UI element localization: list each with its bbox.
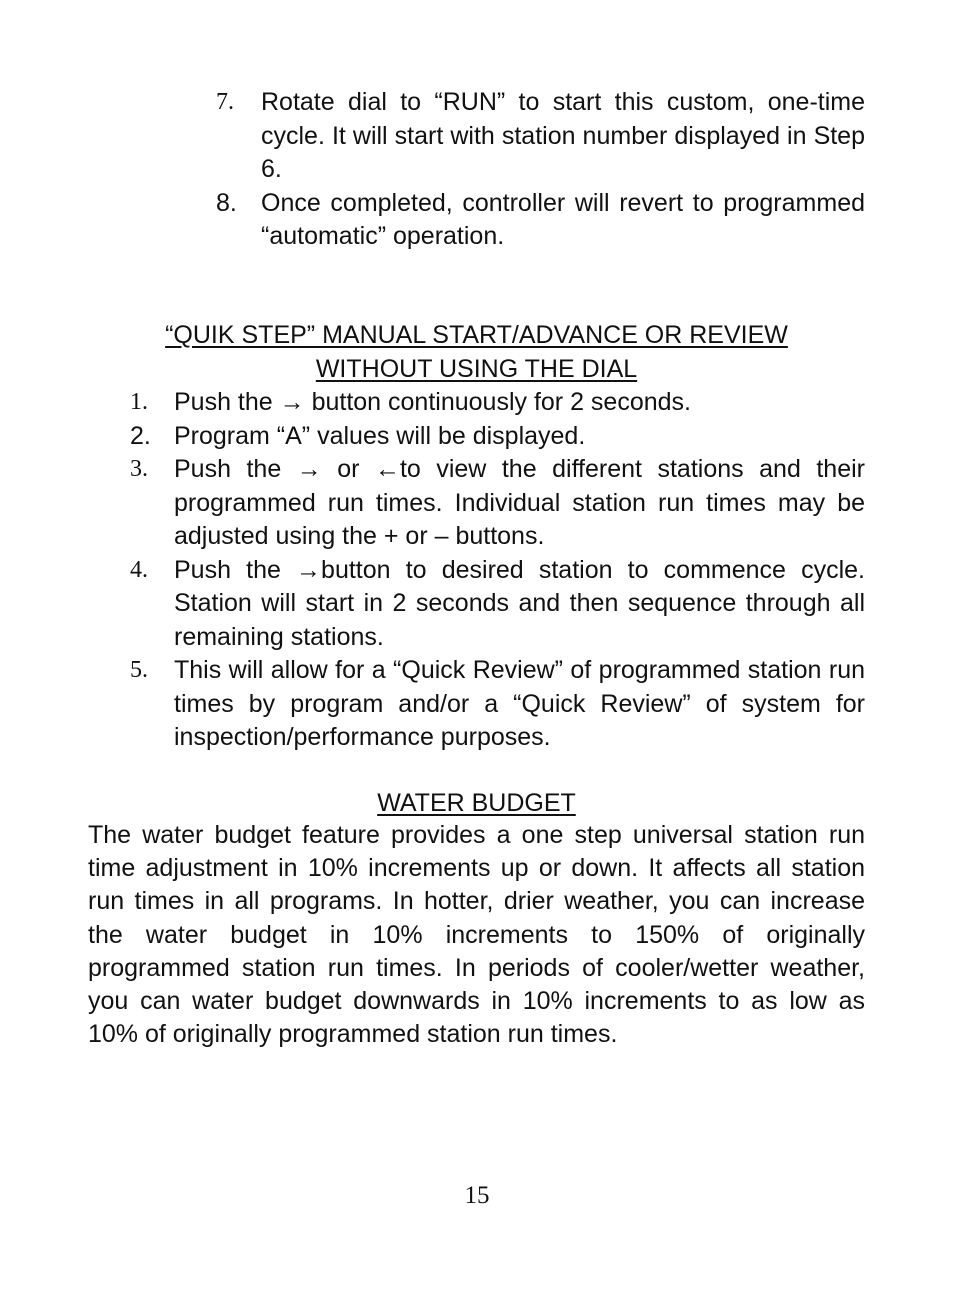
- water-budget-heading: [88, 786, 865, 820]
- quik-step-heading-line1: “QUIK STEP” MANUAL START/ADVANCE OR REVIEW: [165, 321, 788, 349]
- list-item: [130, 554, 865, 655]
- step-number: 2.: [130, 421, 151, 450]
- water-budget-heading-text: WATER BUDGET: [377, 789, 576, 817]
- step-number: 8.: [216, 188, 237, 217]
- step-text: Push the → button continuously for 2 seconds.: [174, 388, 691, 416]
- list-item: [216, 187, 865, 254]
- step-number: 1.: [130, 389, 148, 415]
- step-text: Once completed, controller will revert to programmed “automatic” operation.: [261, 188, 865, 250]
- list-item: [130, 453, 865, 554]
- quik-step-heading: [88, 318, 865, 386]
- step-text: Push the →button to desired station to commence cycle. Station will start in 2 seconds and then sequence through all remaining stations.: [174, 555, 865, 651]
- continued-steps-list: [216, 86, 865, 254]
- page-number: 15: [464, 1182, 490, 1209]
- list-item: [216, 86, 865, 187]
- step-number: 5.: [130, 657, 148, 683]
- quik-step-list: [130, 386, 865, 755]
- water-budget-paragraph: The water budget feature provides a one step universal station run time adjustment in 10% increments up or down. It affects all station run times in all programs. In hotter, drier weather, you can increase the water budget in 10% increments to 150% of originally programmed station run times. In periods of cooler/wetter weather, you can water budget downwards in 10% increments to as low as 10% of originally programmed station run times.: [88, 821, 865, 1049]
- list-item: [130, 420, 865, 454]
- step-text: Push the → or ←to view the different stations and their programmed run times. Individual station run times may be adjusted using the + or – buttons.: [174, 455, 865, 550]
- step-number: 3.: [130, 456, 148, 482]
- list-item: [130, 654, 865, 755]
- step-text: Rotate dial to “RUN” to start this custom, one-time cycle. It will start with station number displayed in Step 6.: [261, 88, 865, 183]
- list-item: [130, 386, 865, 420]
- quik-step-heading-line2: WITHOUT USING THE DIAL: [315, 355, 638, 383]
- step-number: 4.: [130, 556, 148, 583]
- step-text: Program “A” values will be displayed.: [174, 421, 586, 450]
- step-number: 7.: [216, 89, 234, 115]
- step-text: This will allow for a “Quick Review” of programmed station run times by program and/or a “Quick Review” of system for inspection/performance purposes.: [174, 656, 865, 751]
